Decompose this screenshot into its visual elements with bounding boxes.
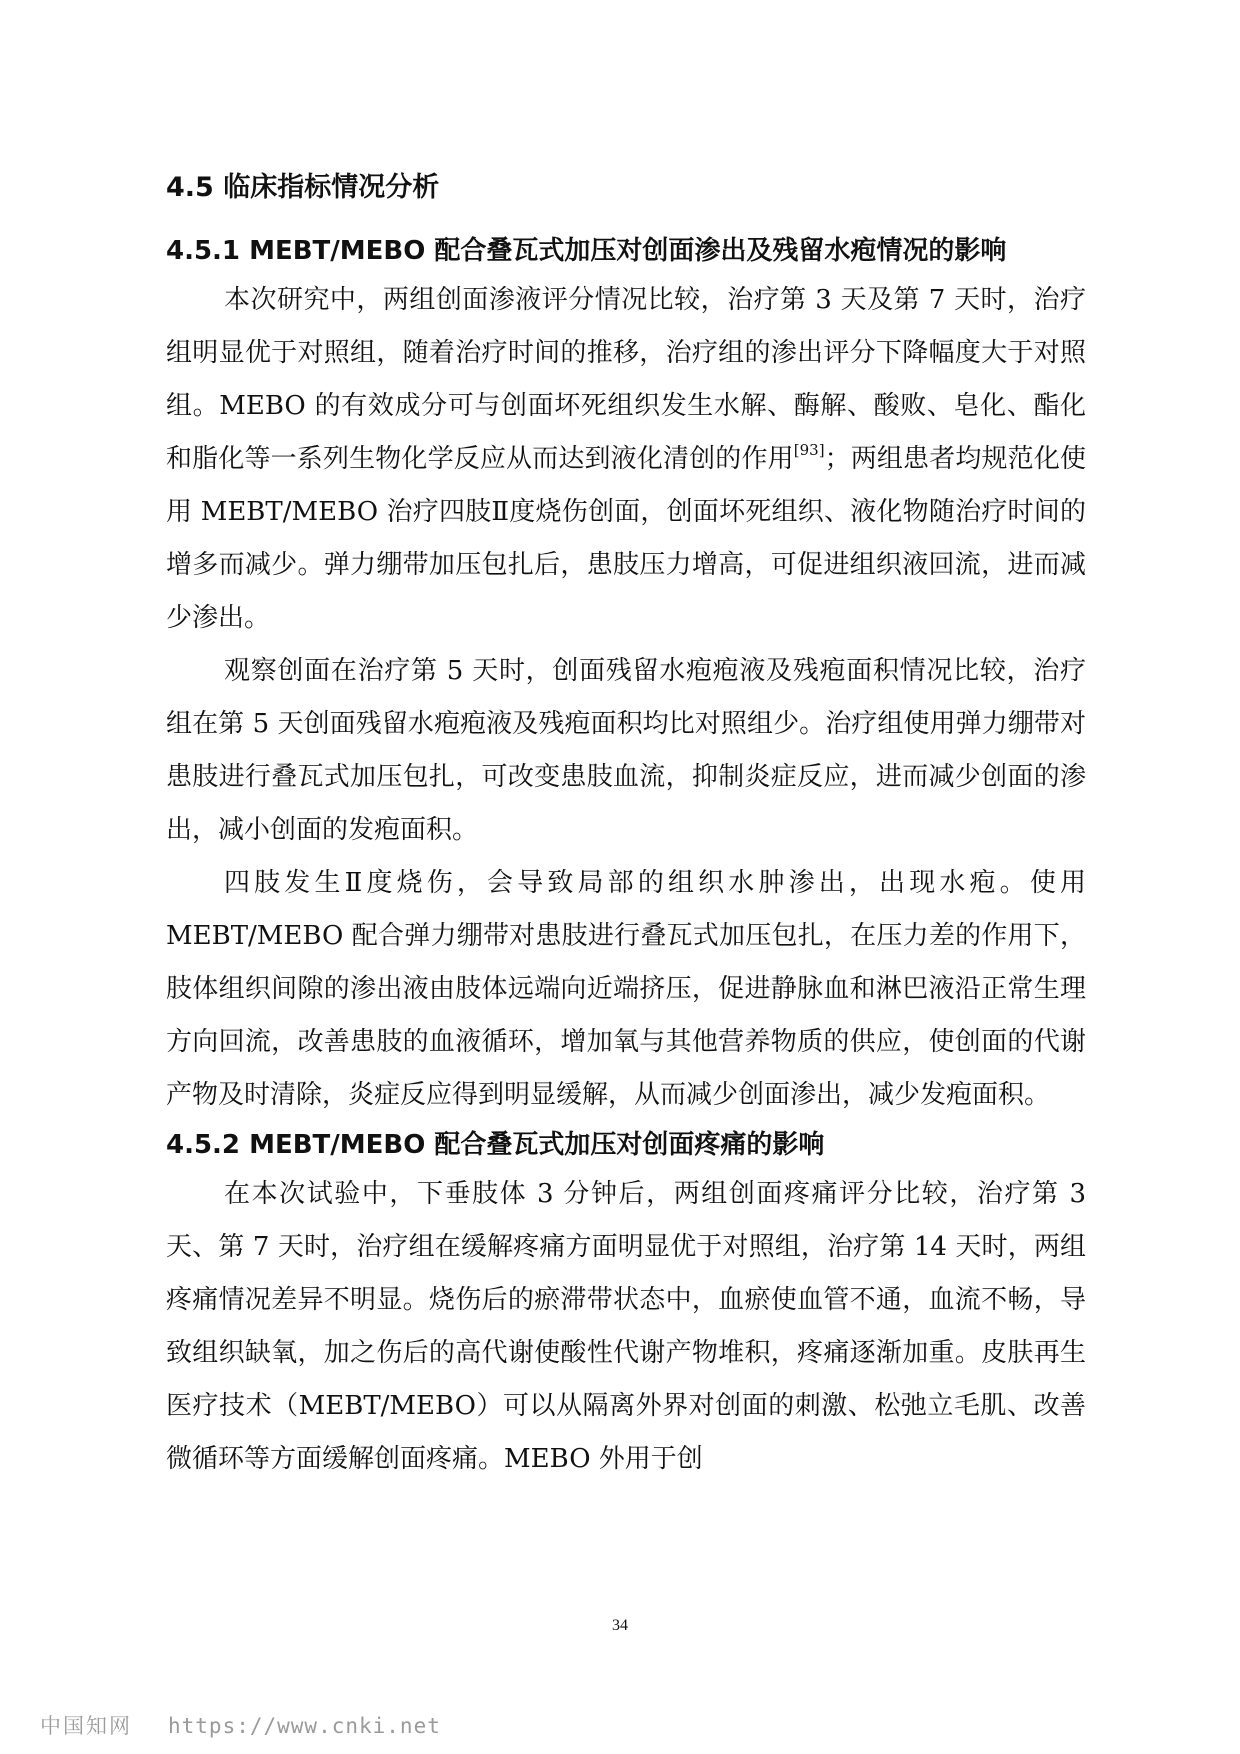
paragraph (166, 274, 1086, 645)
paragraph: 在本次试验中，下垂肢体 3 分钟后，两组创面疼痛评分比较，治疗第 3 天、第 7 天时，治疗组在缓解疼痛方面明显优于对照组，治疗第 14 天时，两组疼痛情况差异不明显。烧伤后的瘀滞带状态中，血瘀使血管不通，血流不畅，导致组织缺氧，加之伤后的高代谢使酸性代谢产物堆积，疼痛逐渐加重。皮肤再生医疗技术（MEBT/MEBO）可以从隔离外界对创面的刺激、松弛立毛肌、改善微循环等方面缓解创面疼痛。MEBO 外用于创 (166, 1179, 1086, 1474)
subsection-heading-4-5-1: 4.5.1 MEBT/MEBO 配合叠瓦式加压对创面渗出及残留水疱情况的影响 (166, 236, 1007, 266)
paragraph: 观察创面在治疗第 5 天时，创面残留水疱疱液及残疱面积情况比较，治疗组在第 5 天创面残留水疱疱液及残疱面积均比对照组少。治疗组使用弹力绷带对患肢进行叠瓦式加压包扎，可改变患肢血流，抑制炎症反应，进而减少创面的渗出，减小创面的发疱面积。 (166, 656, 1086, 845)
subsection-heading-4-5-2: 4.5.2 MEBT/MEBO 配合叠瓦式加压对创面疼痛的影响 (166, 1130, 825, 1160)
section-heading: 4.5 临床指标情况分析 (166, 172, 440, 203)
paragraph-text: 本次研究中，两组创面渗液评分情况比较，治疗第 3 天及第 7 天时，治疗组明显优于对照组，随着治疗时间的推移，治疗组的渗出评分下降幅度大于对照组。MEBO 的有效成分可与创面坏死组织发生水解、酶解、酸败、皂化、酯化和脂化等一系列生物化学反应从而达到液化清创的作用 (166, 285, 1086, 474)
watermark-logo: 中国知网 (40, 1714, 132, 1738)
paragraph: 四肢发生Ⅱ度烧伤，会导致局部的组织水肿渗出，出现水疱。使用 MEBT/MEBO 配合弹力绷带对患肢进行叠瓦式加压包扎，在压力差的作用下，肢体组织间隙的渗出液由肢体远端向近端挤压，促进静脉血和淋巴液沿正常生理方向回流，改善患肢的血液循环，增加氧与其他营养物质的供应，使创面的代谢产物及时清除，炎症反应得到明显缓解，从而减少创面渗出，减少发疱面积。 (166, 868, 1086, 1110)
watermark-url[interactable]: https://www.cnki.net (168, 1714, 441, 1738)
watermark (40, 1710, 441, 1740)
citation-reference[interactable]: [93] (793, 441, 825, 459)
paragraph-text: ；两组患者均规范化使用 MEBT/MEBO 治疗四肢Ⅱ度烧伤创面，创面坏死组织、液化物随治疗时间的增多而减少。弹力绷带加压包扎后，患肢压力增高，可促进组织液回流，进而减少渗出。 (166, 444, 1086, 633)
page-number: 34 (612, 1617, 628, 1634)
page-content (166, 168, 1086, 1486)
